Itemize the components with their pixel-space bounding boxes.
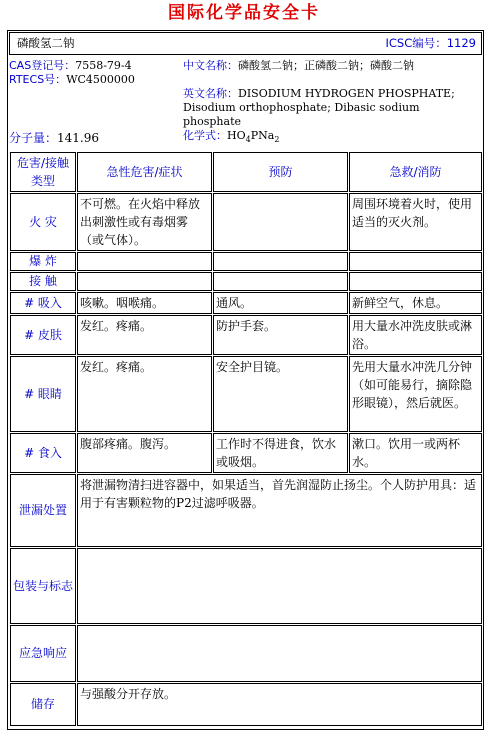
skin-firstaid: 用大量水冲洗皮肤或淋浴。 [349,315,482,355]
table-row [10,433,482,473]
mw-value: 141.96 [57,131,100,145]
card-header [9,32,482,55]
rtecs-label: RTECS号： [9,73,67,86]
safety-card [7,30,484,730]
inhale-prevention: 通风。 [213,292,348,314]
cn-label: 中文名称： [183,59,238,72]
section-label-packaging: 包装与标志 [10,548,76,624]
col-header-prevention: 预防 [213,152,348,192]
explosion-symptom [77,252,212,271]
cas-label: CAS登记号： [9,59,76,72]
rtecs-value: WC4500000 [66,73,135,86]
row-label-fire: 火 灾 [10,193,76,251]
col-header-firstaid: 急救/消防 [349,152,482,192]
section-label-storage: 储存 [10,683,76,726]
rtecs-line [9,73,135,87]
en-label: 英文名称： [183,87,238,100]
row-label-explosion: 爆 炸 [10,252,76,271]
row-label-eyes: # 眼睛 [10,356,76,432]
table-row [10,683,482,726]
eyes-firstaid: 先用大量水冲洗几分钟（如可能易行，摘除隐形眼镜），然后就医。 [349,356,482,432]
card-title: 国际化学品安全卡 [168,3,320,23]
en-value: DISODIUM HYDROGEN PHOSPHATE; Disodium orthophosphate; Dibasic sodium phosphate [183,87,455,128]
table-row [10,272,482,291]
formula-c: PNa [250,129,275,142]
inhale-symptom: 咳嗽。咽喉痛。 [77,292,212,314]
skin-prevention: 防护手套。 [213,315,348,355]
table-row [10,292,482,314]
col-header-symptom: 急性危害/症状 [77,152,212,192]
table-row [10,356,482,432]
table-row [10,548,482,624]
ingest-firstaid: 漱口。饮用一或两杯水。 [349,433,482,473]
emergency-text [77,625,482,682]
cn-value: 磷酸氢二钠；正磷酸二钠；磷酸二钠 [238,59,414,72]
table-header-row [10,152,482,192]
spill-text: 将泄漏物清扫进容器中，如果适当，首先润湿防止扬尘。个人防护用具：适用于有害颗粒物的P2过滤呼吸器。 [77,474,482,547]
icsc-number: ICSC编号：1129 [385,36,476,50]
table-row [10,474,482,547]
table-row [10,252,482,271]
formula-a: HO [227,129,246,142]
mw-label: 分子量： [9,131,58,145]
eyes-symptom: 发红。疼痛。 [77,356,212,432]
contact-symptom [77,272,212,291]
fire-prevention [213,193,348,251]
substance-info [9,57,482,147]
row-label-skin: # 皮肤 [10,315,76,355]
chinese-name-line [183,59,414,73]
packaging-text [77,548,482,624]
table-row [10,193,482,251]
formula-b: 4 [245,135,251,145]
contact-firstaid [349,272,482,291]
inhale-firstaid: 新鲜空气，休息。 [349,292,482,314]
formula-d: 2 [274,135,280,145]
formula-line [183,129,279,147]
fire-symptom: 不可燃。在火焰中释放出刺激性或有毒烟雾（或气体）。 [77,193,212,251]
table-row [10,315,482,355]
col-header-type: 危害/接触类型 [10,152,76,192]
section-label-emergency: 应急响应 [10,625,76,682]
explosion-firstaid [349,252,482,271]
substance-name: 磷酸氢二钠 [17,36,75,50]
eyes-prevention: 安全护目镜。 [213,356,348,432]
ingest-symptom: 腹部疼痛。腹泻。 [77,433,212,473]
contact-prevention [213,272,348,291]
storage-text: 与强酸分开存放。 [77,683,482,726]
fire-firstaid: 周围环境着火时，使用适当的灭火剂。 [349,193,482,251]
skin-symptom: 发红。疼痛。 [77,315,212,355]
ingest-prevention: 工作时不得进食，饮水或吸烟。 [213,433,348,473]
cas-line [9,59,132,73]
row-label-inhale: # 吸入 [10,292,76,314]
row-label-contact: 接 触 [10,272,76,291]
cas-value: 7558-79-4 [75,59,132,72]
english-name-line [183,87,473,129]
row-label-ingest: # 食入 [10,433,76,473]
explosion-prevention [213,252,348,271]
section-label-spill: 泄漏处置 [10,474,76,547]
molecular-weight-line [9,131,99,145]
table-row [10,625,482,682]
hazard-table [9,151,483,727]
formula-label: 化学式： [183,129,227,142]
